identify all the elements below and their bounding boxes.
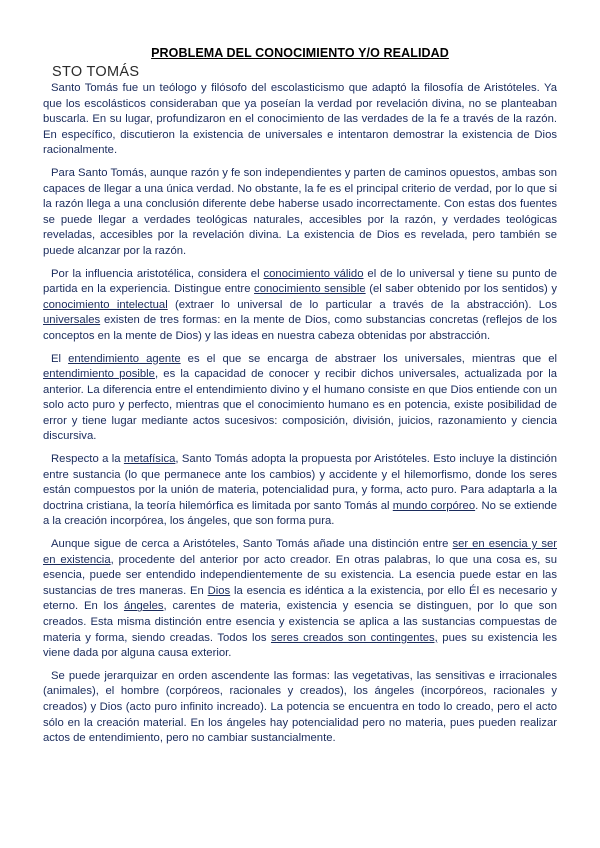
- paragraph-text: pues su existencia les viene dada por alguna causa exterior.: [43, 631, 557, 660]
- underlined-term: Dios: [207, 584, 231, 597]
- paragraph-text: Por la influencia aristotélica, considera el: [51, 267, 264, 280]
- underlined-term: conocimiento intelectual: [43, 298, 168, 311]
- paragraph-text: Para Santo Tomás, aunque razón y fe son independientes y parten de caminos opuestos, ambas son capaces de llegar a una única verdad. No obstante, la fe es el principal criterio de verdad, por lo que si la razón llega a una conclusión diferente debe haberse usado incorrectamente. Con estas dos fuentes se puede llegar a verdades teológicas naturales, accesibles por la razón, y verdades teológicas reveladas, accesibles por la revelación divina. La existencia de Dios es revelada, pero también se puede alcanzar por la razón.: [43, 166, 557, 257]
- paragraph: [43, 81, 557, 159]
- paragraph-text: Respecto a la: [51, 453, 124, 466]
- paragraph-text: es el que se encarga de abstraer los universales, mientras que el: [180, 352, 557, 365]
- paragraph-text: el de lo universal y tiene su punto de partida en la experiencia. Distingue entre: [43, 267, 557, 296]
- paragraph: [43, 267, 557, 345]
- underlined-term: conocimiento sensible: [254, 283, 366, 296]
- underlined-term: mundo corpóreo: [392, 499, 476, 512]
- underlined-term: entendimiento agente: [68, 352, 181, 365]
- document-subtitle: STO TOMÁS: [52, 64, 140, 80]
- paragraph: [43, 166, 557, 260]
- underlined-term: ángeles: [123, 600, 164, 613]
- underlined-term: seres creados son contingentes,: [270, 631, 438, 644]
- paragraph: [43, 537, 557, 662]
- document-body: [43, 81, 557, 747]
- paragraph-text: Santo Tomás fue un teólogo y filósofo del escolasticismo que adaptó la filosofía de Aristóteles. Ya que los escolásticos consideraban que ya poseían la verdad por revelación divina, no se planteaban buscarla. En su lugar, profundizaron en el conocimiento de las verdades de la fe a través de la razón. En específico, discutieron la existencia de universales e intentaron demostrar la existencia de Dios racionalmente.: [43, 82, 557, 157]
- paragraph-text: El: [51, 352, 69, 365]
- paragraph-text: (extraer lo universal de lo particular a través de la abstracción). Los: [167, 298, 557, 311]
- paragraph: [43, 352, 557, 446]
- underlined-term: metafísica: [123, 453, 176, 466]
- underlined-term: ser en esencia y ser en existencia: [43, 538, 558, 566]
- document-title: PROBLEMA DEL CONOCIMIENTO Y/O REALIDAD: [151, 46, 449, 60]
- underlined-term: universales: [43, 314, 101, 327]
- paragraph-text: existen de tres formas: en la mente de Dios, como substancias concretas (reflejos de los conceptos en la mente de Dios) y las ideas en nuestra cabeza obtenidas por abstracción.: [43, 314, 557, 342]
- paragraph-text: , procedente del anterior por acto creador. En otras palabras, lo que una cosa es, su esencia, puede ser entendido independientemente de su existencia. La esencia puede estar en las sustancias de tres maneras. En: [43, 553, 557, 597]
- paragraph-text: Se puede jerarquizar en orden ascendente las formas: las vegetativas, las sensitivas e irracionales (animales), el hombre (corpóreos, racionales y creados), los ángeles (incorpóreos, racionales y creados) y Dios (acto puro infinito increado). La potencia se encuentra en todo lo creado, pero el acto sólo en la creación material. En los ángeles hay potencialidad pero no materia, pues pueden realizar actos de entendimiento, pero no cambiar sustancialmente.: [43, 669, 557, 745]
- paragraph: [43, 669, 557, 747]
- underlined-term: entendimiento posible: [43, 368, 155, 381]
- paragraph-text: , es la capacidad de conocer y recibir dichos universales, actualizada por la anterior. La diferencia entre el entendimiento divino y el humano consiste en que Dios entiende con un solo acto puro y perfecto, mientras que el conocimiento humano es en potencia, existe posibilidad de error y tiene lugar mediante actos sucesivos: composición, división, juicios, razonamiento y ciencia discursiva.: [43, 368, 557, 443]
- paragraph-text: Aunque sigue de cerca a Aristóteles, Santo Tomás añade una distinción entre: [51, 538, 453, 551]
- paragraph-text: . No se extiende a la creación incorpórea, los ángeles, que son forma pura.: [43, 499, 557, 528]
- paragraph: [43, 452, 557, 530]
- paragraph-text: la esencia es idéntica a la existencia, por ello Él es necesario y eterno. En los: [43, 584, 557, 613]
- paragraph-text: , carentes de materia, existencia y esencia se distinguen, por lo que son creados. Esta misma distinción entre esencia y existencia se aplica a las sustancias compuestas de materia y forma, siendo creadas. Todos los: [43, 600, 557, 644]
- paragraph-text: (el saber obtenido por los sentidos) y: [365, 283, 557, 296]
- underlined-term: conocimiento válido: [263, 267, 364, 280]
- paragraph-text: , Santo Tomás adopta la propuesta por Aristóteles. Esto incluye la distinción entre sustancia (lo que permanece ante los cambios) y accidente y el hilemorfismo, donde los seres están compuestos por la unión de materia, potencialidad pura, y forma, acto puro. Para adaptarla a la doctrina cristiana, la teoría hilemórfica es limitada por santo Tomás al: [43, 453, 557, 512]
